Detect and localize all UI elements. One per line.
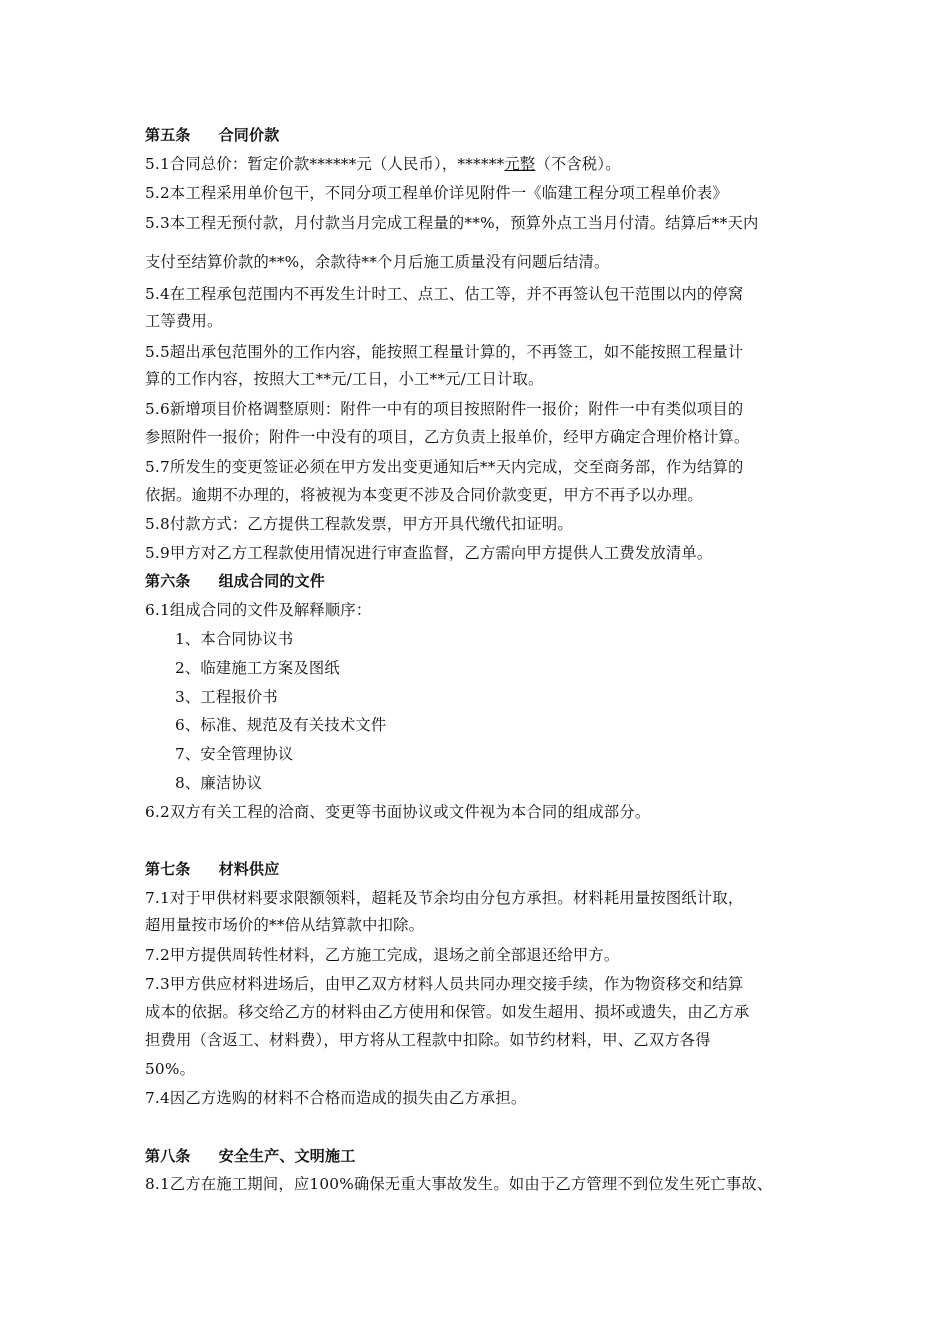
clause-5-1 (145, 154, 621, 174)
clause-5-8: 5.8付款方式：乙方提供工程款发票，甲方开具代缴代扣证明。 (145, 515, 573, 533)
article-6-title: 组成合同的文件 (218, 572, 326, 590)
clause-5-9: 5.9甲方对乙方工程款使用情况进行审查监督，乙方需向甲方提供人工费发放清单。 (145, 544, 713, 562)
clause-5-5-line-1: 5.5超出承包范围外的工作内容，能按照工程量计算的，不再签工，如不能按照工程量计 (145, 343, 744, 361)
clause-6-1: 6.1组成合同的文件及解释顺序： (145, 601, 372, 619)
clause-5-3-line-1: 5.3本工程无预付款，月付款当月完成工程量的**%，预算外点工当月付清。结算后**天内 (145, 214, 759, 232)
clause-5-2: 5.2本工程采用单价包干，不同分项工程单价详见附件一《临建工程分项工程单价表》 (145, 184, 728, 202)
clause-5-6-line-2: 参照附件一报价；附件一中没有的项目，乙方负责上报单价，经甲方确定合理价格计算。 (145, 428, 750, 446)
clause-7-4: 7.4因乙方选购的材料不合格而造成的损失由乙方承担。 (145, 1089, 527, 1107)
article-7-title: 材料供应 (218, 860, 280, 878)
clause-7-3-line-3: 担费用（含返工、材料费），甲方将从工程款中扣除。如节约材料，甲、乙双方各得 (145, 1031, 711, 1049)
clause-5-1-tail: （不含税）。 (535, 155, 621, 173)
article-6-heading (145, 571, 325, 591)
document-list-item: 8、廉洁协议 (175, 774, 263, 792)
article-5-heading (145, 125, 279, 145)
clause-5-7-line-2: 依据。逾期不办理的，将被视为本变更不涉及合同价款变更，甲方不再予以办理。 (145, 486, 703, 504)
clause-8-1: 8.1乙方在施工期间，应100%确保无重大事故发生。如由于乙方管理不到位发生死亡事故、 (145, 1175, 773, 1193)
clause-5-1-underlined: 元整 (504, 155, 536, 173)
article-6-number: 第六条 (145, 572, 191, 590)
document-list-item: 1、本合同协议书 (175, 630, 294, 648)
clause-7-2: 7.2甲方提供周转性材料，乙方施工完成，退场之前全部退还给甲方。 (145, 946, 620, 964)
article-8-title: 安全生产、文明施工 (218, 1147, 356, 1165)
clause-5-4-line-2: 工等费用。 (145, 312, 223, 330)
clause-5-4-line-1: 5.4在工程承包范围内不再发生计时工、点工、估工等，并不再签认包干范围以内的停窝 (145, 285, 744, 303)
article-5-title: 合同价款 (218, 126, 280, 144)
document-list-item: 6、标准、规范及有关技术文件 (175, 716, 387, 734)
document-list-item: 3、工程报价书 (175, 688, 278, 706)
clause-7-3-line-1: 7.3甲方供应材料进场后，由甲乙双方材料人员共同办理交接手续，作为物资移交和结算 (145, 975, 744, 993)
article-8-number: 第八条 (145, 1147, 191, 1165)
article-8-heading (145, 1146, 355, 1166)
clause-5-7-line-1: 5.7所发生的变更签证必须在甲方发出变更通知后**天内完成，交至商务部，作为结算的 (145, 458, 744, 476)
clause-5-1-text: 5.1合同总价：暂定价款******元（人民币），****** (145, 155, 505, 173)
clause-5-3-line-2: 支付至结算价款的**%，余款待**个月后施工质量没有问题后结清。 (145, 253, 610, 271)
clause-7-1-line-1: 7.1对于甲供材料要求限额领料，超耗及节余均由分包方承担。材料耗用量按图纸计取， (145, 889, 744, 907)
clause-6-2: 6.2双方有关工程的洽商、变更等书面协议或文件视为本合同的组成部分。 (145, 803, 651, 821)
article-7-heading (145, 859, 279, 879)
article-7-number: 第七条 (145, 860, 191, 878)
clause-5-5-line-2: 算的工作内容，按照大工**元/工日，小工**元/工日计取。 (145, 370, 544, 388)
document-list-item: 2、临建施工方案及图纸 (175, 659, 340, 677)
clause-5-6-line-1: 5.6新增项目价格调整原则：附件一中有的项目按照附件一报价；附件一中有类似项目的 (145, 400, 744, 418)
article-5-number: 第五条 (145, 126, 191, 144)
clause-7-1-line-2: 超用量按市场价的**倍从结算款中扣除。 (145, 916, 425, 934)
clause-7-3-line-2: 成本的依据。移交给乙方的材料由乙方使用和保管。如发生超用、损坏或遗失，由乙方承 (145, 1003, 750, 1021)
document-list-item: 7、安全管理协议 (175, 745, 294, 763)
clause-7-3-line-4: 50%。 (145, 1060, 196, 1078)
